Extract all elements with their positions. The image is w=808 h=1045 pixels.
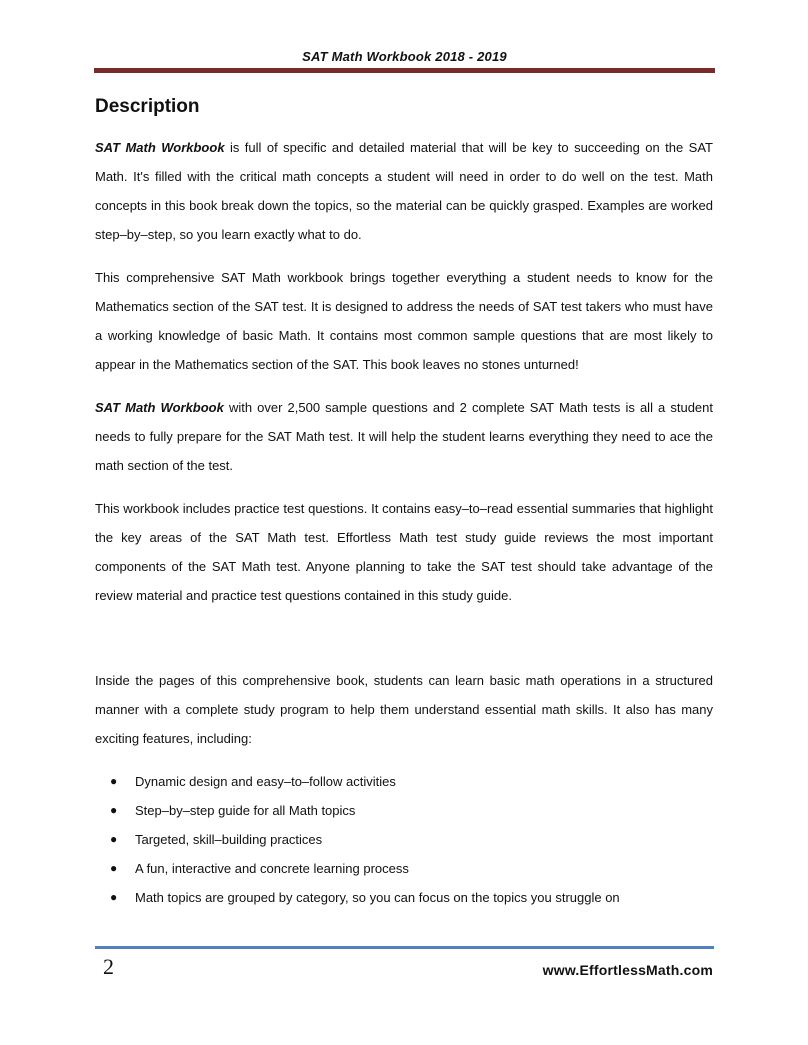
paragraph-1 [95, 133, 713, 249]
list-item-text: A fun, interactive and concrete learning process [135, 861, 409, 876]
footer-rule [95, 946, 714, 949]
paragraph-5: Inside the pages of this comprehensive book, students can learn basic math operations in a structured manner with a complete study program to help them understand essential math skills. It also has many exciting features, including: [95, 673, 713, 746]
list-item-text: Dynamic design and easy–to–follow activities [135, 774, 396, 789]
list-item [95, 825, 713, 854]
paragraph-3 [95, 393, 713, 480]
features-list [95, 767, 713, 912]
bullet-icon: ● [110, 861, 118, 875]
paragraph-1-text: is full of specific and detailed material that will be key to succeeding on the SAT Math. It's filled with the critical math concepts a student will need in order to do well on the test. Math concepts in this book break down the topics, so the material can be quickly grasped. Examples are worked step–by–step, so you learn exactly what to do. [95, 140, 713, 242]
list-item-text: Step–by–step guide for all Math topics [135, 803, 356, 818]
page-number: 2 [103, 954, 114, 979]
bullet-icon: ● [110, 803, 118, 817]
book-title-emphasis: SAT Math Workbook [95, 140, 225, 155]
list-item-text: Math topics are grouped by category, so you can focus on the topics you struggle on [135, 890, 620, 905]
paragraph-3-text: with over 2,500 sample questions and 2 complete SAT Math tests is all a student needs to fully prepare for the SAT Math test. It will help the student learns everything they need to ace the math section of the test. [95, 400, 713, 473]
list-item [95, 767, 713, 796]
list-item [95, 854, 713, 883]
header-rule [94, 68, 715, 73]
paragraph-4: This workbook includes practice test questions. It contains easy–to–read essential summaries that highlight the key areas of the SAT Math test. Effortless Math test study guide reviews the most important components of the SAT Math test. Anyone planning to take the SAT test should take advantage of the review material and practice test questions contained in this study guide. [95, 501, 713, 603]
book-title-emphasis: SAT Math Workbook [95, 400, 224, 415]
list-item-text: Targeted, skill–building practices [135, 832, 323, 847]
bullet-icon: ● [110, 774, 118, 788]
bullet-icon: ● [110, 890, 118, 904]
paragraph-2: This comprehensive SAT Math workbook brings together everything a student needs to know for the Mathematics section of the SAT test. It is designed to address the needs of SAT test takers who must have a working knowledge of basic Math. It contains most common sample questions that are most likely to appear in the Mathematics section of the SAT. This book leaves no stones unturned! [95, 270, 713, 372]
list-item [95, 796, 713, 825]
section-title: Description [95, 96, 200, 117]
bullet-icon: ● [110, 832, 118, 846]
description-body [95, 133, 713, 912]
list-item [95, 883, 713, 912]
footer-website-link[interactable]: www.EffortlessMath.com [542, 962, 713, 978]
running-header: SAT Math Workbook 2018 - 2019 [302, 49, 507, 64]
